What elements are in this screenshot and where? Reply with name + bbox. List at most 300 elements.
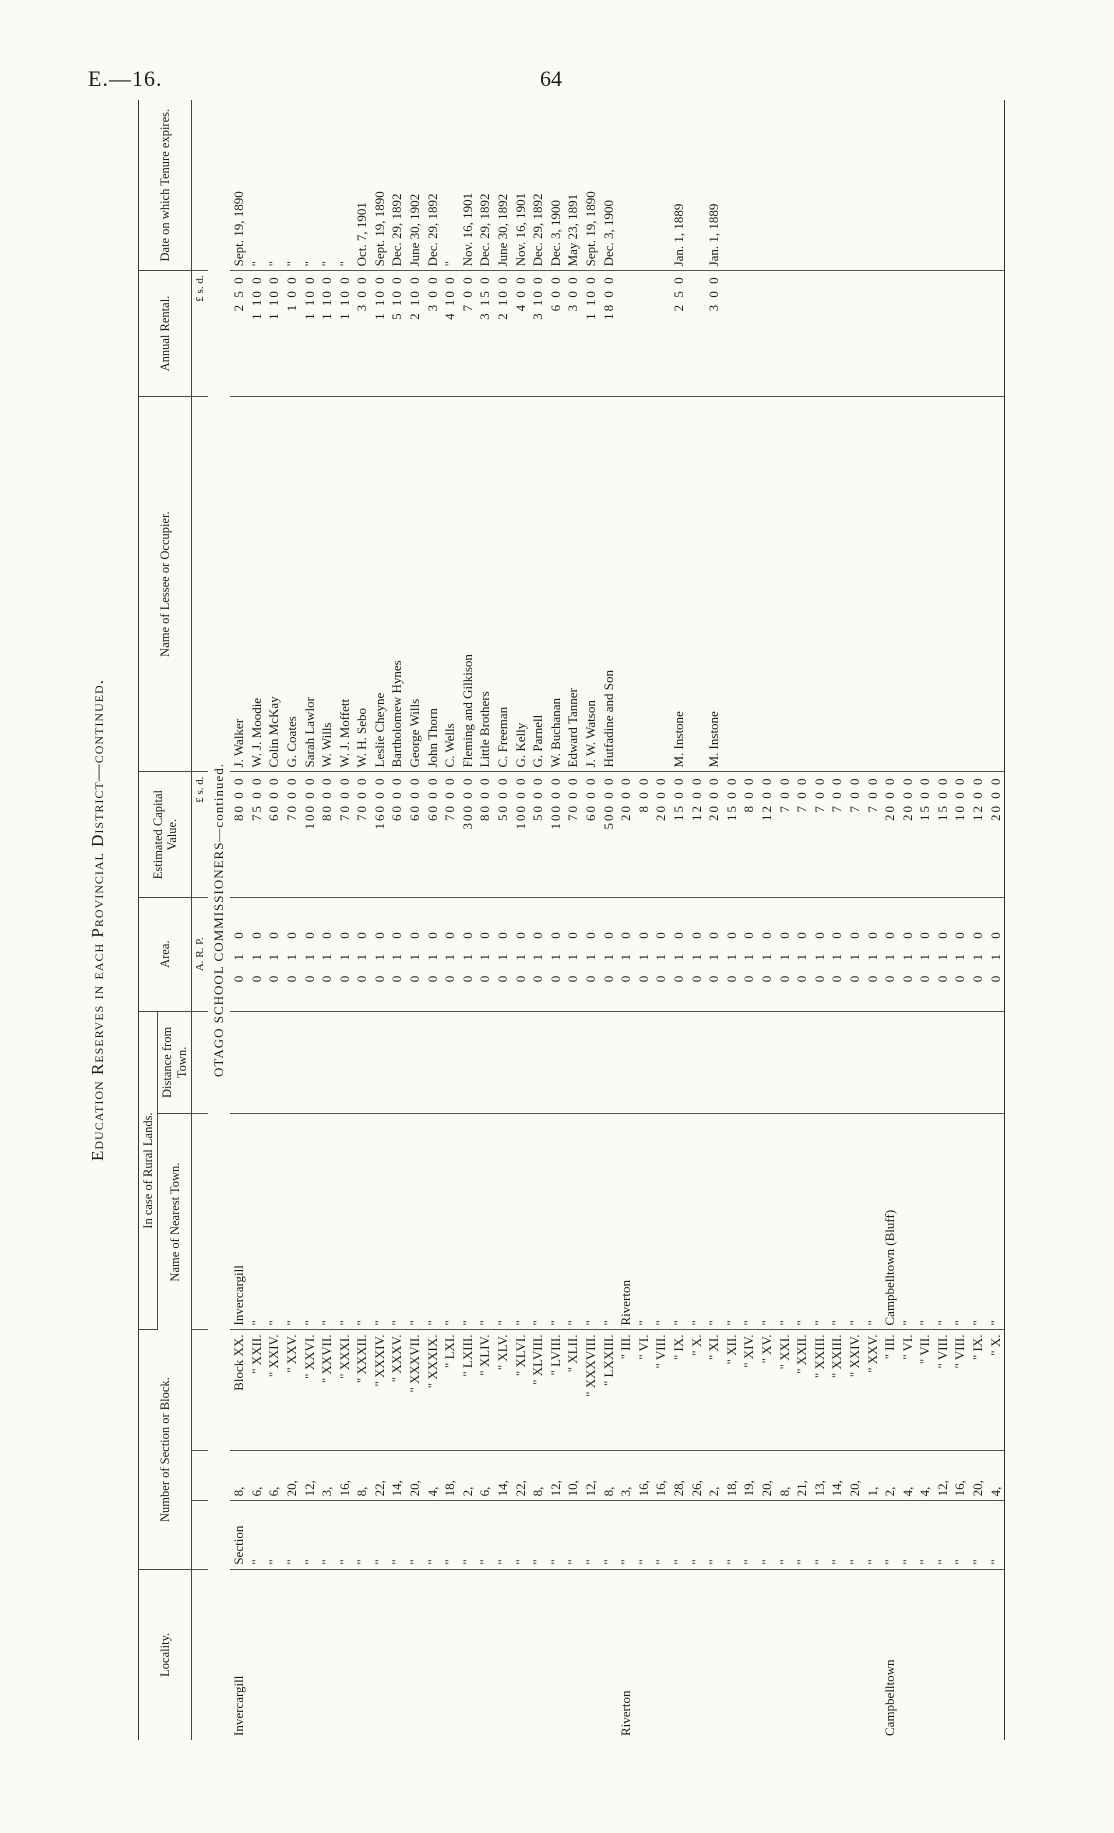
lessee-cell (951, 396, 969, 772)
locality-cell: Campbelltown (882, 1659, 898, 1736)
lessee-cell: George Wills (406, 396, 424, 772)
section-number-cell: 1, (864, 1451, 882, 1501)
section-number-cell: 2, (881, 1451, 899, 1501)
lessee-cell (793, 396, 811, 772)
block-cell: " III. (617, 1330, 635, 1451)
nearest-town-cell: " (406, 1114, 424, 1330)
block-cell: " XXIV. (265, 1330, 283, 1451)
area-cell: 0 1 0 (723, 897, 741, 1011)
rotated-table-sheet (88, 100, 1038, 1740)
expiry-cell: Dec. 29, 1892 (424, 100, 442, 271)
section-label-cell: " (846, 1501, 864, 1569)
expiry-cell (635, 100, 653, 271)
locality-cell (811, 1569, 829, 1740)
section-label-cell: " (864, 1501, 882, 1569)
locality-cell (864, 1569, 882, 1740)
rental-cell (723, 271, 741, 396)
value-cell: 60 0 0 (265, 772, 283, 897)
distance-cell (864, 1011, 882, 1113)
distance-cell (459, 1011, 477, 1113)
block-cell: " XXIII. (828, 1330, 846, 1451)
section-label-cell: " (388, 1501, 406, 1569)
section-label-cell: " (494, 1501, 512, 1569)
section-number-cell: 12, (547, 1451, 565, 1501)
section-label-cell: " (811, 1501, 829, 1569)
distance-cell (951, 1011, 969, 1113)
area-cell: 0 1 0 (652, 897, 670, 1011)
value-cell: 80 0 0 (230, 772, 248, 897)
section-number-cell: 14, (828, 1451, 846, 1501)
section-label-cell: " (688, 1501, 706, 1569)
section-number-cell: 22, (512, 1451, 530, 1501)
locality-cell (846, 1569, 864, 1740)
section-number-cell: 16, (951, 1451, 969, 1501)
value-units: £ s. d. (192, 772, 209, 897)
rental-cell (881, 271, 899, 396)
expiry-cell (951, 100, 969, 271)
value-cell: 15 0 0 (934, 772, 952, 897)
table-row (265, 100, 283, 1740)
lessee-cell: W. Buchanan (547, 396, 565, 772)
section-number-cell: 12, (301, 1451, 319, 1501)
lessee-cell: Sarah Lawlor (301, 396, 319, 772)
block-cell: " IX. (969, 1330, 987, 1451)
value-cell: 70 0 0 (353, 772, 371, 897)
block-cell: " XXIII. (811, 1330, 829, 1451)
section-label-cell: " (318, 1501, 336, 1569)
section-label-cell: " (476, 1501, 494, 1569)
section-label-cell: " (969, 1501, 987, 1569)
lessee-cell (934, 396, 952, 772)
distance-cell (899, 1011, 917, 1113)
area-cell: 0 1 0 (424, 897, 442, 1011)
rental-cell (652, 271, 670, 396)
nearest-town-cell: " (670, 1114, 688, 1330)
rental-cell (688, 271, 706, 396)
value-cell: 20 0 0 (652, 772, 670, 897)
table-row (705, 100, 723, 1740)
rental-cell (776, 271, 794, 396)
section-label-cell: " (301, 1501, 319, 1569)
block-cell: " VI. (899, 1330, 917, 1451)
section-label-cell: " (828, 1501, 846, 1569)
table-row (723, 100, 741, 1740)
area-cell: 0 1 0 (635, 897, 653, 1011)
col-expiry: Date on which Tenure expires. (139, 100, 192, 271)
block-cell: Block XX. (230, 1330, 248, 1451)
area-cell: 0 1 0 (846, 897, 864, 1011)
value-cell: 12 0 0 (688, 772, 706, 897)
lessee-cell: W. J. Moffett (336, 396, 354, 772)
lessee-cell: M. Instone (670, 396, 688, 772)
distance-cell (846, 1011, 864, 1113)
col-locality: Locality. (139, 1569, 192, 1740)
locality-cell (301, 1569, 319, 1740)
lessee-cell: C. Freeman (494, 396, 512, 772)
nearest-town-cell: " (353, 1114, 371, 1330)
nearest-town-cell: " (811, 1114, 829, 1330)
block-cell: " XXV. (864, 1330, 882, 1451)
page-number: 64 (540, 66, 562, 91)
rental-cell: 5 10 0 (388, 271, 406, 396)
value-cell: 80 0 0 (476, 772, 494, 897)
nearest-town-cell: " (582, 1114, 600, 1330)
section-label-cell: " (547, 1501, 565, 1569)
section-number-cell: 12, (582, 1451, 600, 1501)
units-cell (192, 1569, 209, 1740)
rental-cell (740, 271, 758, 396)
section-number-cell: 4, (987, 1451, 1005, 1501)
value-cell: 10 0 0 (951, 772, 969, 897)
value-cell: 50 0 0 (494, 772, 512, 897)
rental-cell: 2 5 0 (670, 271, 688, 396)
section-label-cell: " (564, 1501, 582, 1569)
locality-cell (582, 1569, 600, 1740)
area-cell: 0 1 0 (600, 897, 618, 1011)
lessee-cell (758, 396, 776, 772)
lessee-cell: Leslie Cheyne (371, 396, 389, 772)
block-cell: " XLV. (494, 1330, 512, 1451)
area-cell: 0 1 0 (899, 897, 917, 1011)
block-cell: " XLIV. (476, 1330, 494, 1451)
section-number-cell: 8, (529, 1451, 547, 1501)
section-label-cell: " (635, 1501, 653, 1569)
block-cell: " XXV. (283, 1330, 301, 1451)
locality-cell (600, 1569, 618, 1740)
lessee-cell: Edward Tanner (564, 396, 582, 772)
block-cell: " VIII. (652, 1330, 670, 1451)
rental-cell: 1 10 0 (248, 271, 266, 396)
section-number-cell: 10, (564, 1451, 582, 1501)
rental-cell: 2 10 0 (406, 271, 424, 396)
value-cell: 7 0 0 (793, 772, 811, 897)
block-cell: " XXXIV. (371, 1330, 389, 1451)
table-row (776, 100, 794, 1740)
nearest-town-cell: " (776, 1114, 794, 1330)
table-row (424, 100, 442, 1740)
value-cell: 7 0 0 (811, 772, 829, 897)
locality-cell (635, 1569, 653, 1740)
value-cell: 12 0 0 (969, 772, 987, 897)
section-label-cell: " (353, 1501, 371, 1569)
area-cell: 0 1 0 (336, 897, 354, 1011)
section-number-cell: 28, (670, 1451, 688, 1501)
rental-units: £ s. d. (192, 271, 209, 396)
section-number-cell: 16, (635, 1451, 653, 1501)
lessee-cell (828, 396, 846, 772)
distance-cell (529, 1011, 547, 1113)
area-cell: 0 1 0 (951, 897, 969, 1011)
nearest-town-cell: " (336, 1114, 354, 1330)
block-cell: " X. (987, 1330, 1005, 1451)
section-number-cell: 14, (388, 1451, 406, 1501)
nearest-town-cell: " (934, 1114, 952, 1330)
nearest-town-cell: " (564, 1114, 582, 1330)
locality-cell (547, 1569, 565, 1740)
section-number-cell: 16, (336, 1451, 354, 1501)
units-cell (192, 1451, 209, 1501)
value-cell: 8 0 0 (740, 772, 758, 897)
expiry-cell (987, 100, 1005, 271)
distance-cell (635, 1011, 653, 1113)
units-cell (192, 1501, 209, 1569)
area-cell: 0 1 0 (406, 897, 424, 1011)
value-cell: 60 0 0 (388, 772, 406, 897)
area-cell: 0 1 0 (230, 897, 248, 1011)
rental-cell: 7 0 0 (459, 271, 477, 396)
distance-cell (652, 1011, 670, 1113)
block-cell: " III. (881, 1330, 899, 1451)
distance-cell (740, 1011, 758, 1113)
locality-cell (776, 1569, 794, 1740)
lessee-cell: W. Wills (318, 396, 336, 772)
lessee-cell: G. Coates (283, 396, 301, 772)
block-cell: " XXI. (776, 1330, 794, 1451)
lessee-cell: G. Kelly (512, 396, 530, 772)
value-cell: 60 0 0 (424, 772, 442, 897)
section-label-cell: " (916, 1501, 934, 1569)
lessee-cell: C. Wells (441, 396, 459, 772)
expiry-cell (688, 100, 706, 271)
distance-cell (441, 1011, 459, 1113)
area-cell: 0 1 0 (388, 897, 406, 1011)
rental-cell (811, 271, 829, 396)
locality-cell (388, 1569, 406, 1740)
distance-cell (776, 1011, 794, 1113)
area-cell: 0 1 0 (916, 897, 934, 1011)
value-cell: 100 0 0 (547, 772, 565, 897)
nearest-town-cell: " (652, 1114, 670, 1330)
area-cell: 0 1 0 (318, 897, 336, 1011)
table-row (494, 100, 512, 1740)
table-row (828, 100, 846, 1740)
table-row (951, 100, 969, 1740)
rental-cell (987, 271, 1005, 396)
locality-cell (916, 1569, 934, 1740)
value-cell: 20 0 0 (705, 772, 723, 897)
table-row (301, 100, 319, 1740)
area-cell: 0 1 0 (793, 897, 811, 1011)
section-number-cell: 2, (459, 1451, 477, 1501)
rental-cell (951, 271, 969, 396)
expiry-cell (811, 100, 829, 271)
expiry-cell: Jan. 1, 1889 (705, 100, 723, 271)
section-label-cell: " (934, 1501, 952, 1569)
table-row (547, 100, 565, 1740)
section-number-cell: 13, (811, 1451, 829, 1501)
expiry-cell: May 23, 1891 (564, 100, 582, 271)
distance-cell (248, 1011, 266, 1113)
locality-cell (424, 1569, 442, 1740)
expiry-cell (652, 100, 670, 271)
distance-cell (828, 1011, 846, 1113)
block-cell: " VIII. (934, 1330, 952, 1451)
expiry-cell: June 30, 1892 (494, 100, 512, 271)
lessee-cell (846, 396, 864, 772)
table-row (336, 100, 354, 1740)
area-cell: 0 1 0 (564, 897, 582, 1011)
lessee-cell (916, 396, 934, 772)
section-number-cell: 20, (758, 1451, 776, 1501)
area-cell: 0 1 0 (547, 897, 565, 1011)
expiry-cell: Dec. 29, 1892 (388, 100, 406, 271)
value-cell: 12 0 0 (758, 772, 776, 897)
table-row (740, 100, 758, 1740)
nearest-town-cell: " (318, 1114, 336, 1330)
table-row (230, 100, 248, 1740)
section-number-cell: 3, (617, 1451, 635, 1501)
rental-cell (969, 271, 987, 396)
table-title: Education Reserves in each Provincial District—continued. (88, 679, 107, 1161)
section-number-cell: 18, (723, 1451, 741, 1501)
section-number-cell: 4, (424, 1451, 442, 1501)
section-label-cell: " (459, 1501, 477, 1569)
locality-cell (793, 1569, 811, 1740)
rental-cell (758, 271, 776, 396)
distance-cell (688, 1011, 706, 1113)
nearest-town-cell: " (371, 1114, 389, 1330)
section-number-cell: 22, (371, 1451, 389, 1501)
value-cell: 15 0 0 (916, 772, 934, 897)
expiry-cell: " (441, 100, 459, 271)
expiry-cell (864, 100, 882, 271)
table-row (864, 100, 882, 1740)
distance-cell (564, 1011, 582, 1113)
lessee-cell (987, 396, 1005, 772)
value-cell: 20 0 0 (899, 772, 917, 897)
block-cell: " LXXIII. (600, 1330, 618, 1451)
expiry-cell (740, 100, 758, 271)
area-cell: 0 1 0 (476, 897, 494, 1011)
expiry-cell: " (265, 100, 283, 271)
section-label-cell: " (371, 1501, 389, 1569)
locality-cell (371, 1569, 389, 1740)
block-cell: " XXXVII. (406, 1330, 424, 1451)
block-cell: " VII. (916, 1330, 934, 1451)
block-cell: " LXIII. (459, 1330, 477, 1451)
rental-cell (899, 271, 917, 396)
block-cell: " XIV. (740, 1330, 758, 1451)
section-number-cell: 2, (705, 1451, 723, 1501)
section-label-cell: " (529, 1501, 547, 1569)
col-rural-group: In case of Rural Lands. (139, 1011, 158, 1330)
section-label-cell: " (793, 1501, 811, 1569)
table-row (934, 100, 952, 1740)
area-cell: 0 1 0 (969, 897, 987, 1011)
units-cell (192, 100, 209, 271)
section-label-cell: " (899, 1501, 917, 1569)
nearest-town-cell: " (388, 1114, 406, 1330)
rental-cell (864, 271, 882, 396)
locality-cell (353, 1569, 371, 1740)
section-label-cell: " (776, 1501, 794, 1569)
table-row (512, 100, 530, 1740)
table-row (758, 100, 776, 1740)
distance-cell (987, 1011, 1005, 1113)
units-cell (192, 1114, 209, 1330)
rental-cell: 3 0 0 (705, 271, 723, 396)
expiry-cell: " (336, 100, 354, 271)
area-cell: 0 1 0 (353, 897, 371, 1011)
value-cell: 60 0 0 (406, 772, 424, 897)
block-cell: " XXXI. (336, 1330, 354, 1451)
lessee-cell (881, 396, 899, 772)
expiry-cell: Dec. 29, 1892 (476, 100, 494, 271)
area-cell: 0 1 0 (283, 897, 301, 1011)
expiry-cell (758, 100, 776, 271)
table-row (987, 100, 1005, 1740)
block-cell: " VIII. (951, 1330, 969, 1451)
section-number-cell: 8, (600, 1451, 618, 1501)
lessee-cell (811, 396, 829, 772)
lessee-cell: G. Parnell (529, 396, 547, 772)
block-cell: " XLII. (564, 1330, 582, 1451)
rental-cell (934, 271, 952, 396)
nearest-town-cell: " (301, 1114, 319, 1330)
value-cell: 70 0 0 (564, 772, 582, 897)
value-cell: 15 0 0 (670, 772, 688, 897)
rental-cell: 3 0 0 (353, 271, 371, 396)
nearest-town-cell: " (987, 1114, 1005, 1330)
area-cell: 0 1 0 (529, 897, 547, 1011)
value-cell: 300 0 0 (459, 772, 477, 897)
area-cell: 0 1 0 (828, 897, 846, 1011)
block-cell: " XV. (758, 1330, 776, 1451)
distance-cell (494, 1011, 512, 1113)
locality-cell (318, 1569, 336, 1740)
distance-cell (705, 1011, 723, 1113)
nearest-town-cell: " (723, 1114, 741, 1330)
expiry-cell (969, 100, 987, 271)
col-nearest-town: Name of Nearest Town. (158, 1114, 192, 1330)
value-cell: 160 0 0 (371, 772, 389, 897)
area-cell: 0 1 0 (617, 897, 635, 1011)
section-label-cell: " (406, 1501, 424, 1569)
expiry-cell: Sept. 19, 1890 (371, 100, 389, 271)
rental-cell: 3 10 0 (529, 271, 547, 396)
distance-cell (388, 1011, 406, 1113)
nearest-town-cell: " (916, 1114, 934, 1330)
rental-cell: 1 10 0 (582, 271, 600, 396)
lessee-cell: W. J. Moodie (248, 396, 266, 772)
section-number-cell: 20, (846, 1451, 864, 1501)
expiry-cell (881, 100, 899, 271)
expiry-cell: " (301, 100, 319, 271)
table-row (881, 100, 899, 1740)
value-cell: 20 0 0 (617, 772, 635, 897)
rental-cell: 1 10 0 (336, 271, 354, 396)
table-row (371, 100, 389, 1740)
nearest-town-cell: " (459, 1114, 477, 1330)
distance-cell (934, 1011, 952, 1113)
block-cell: " XXXIX. (424, 1330, 442, 1451)
table-row (441, 100, 459, 1740)
rental-cell (846, 271, 864, 396)
distance-cell (301, 1011, 319, 1113)
locality-cell (406, 1569, 424, 1740)
nearest-town-cell: " (705, 1114, 723, 1330)
distance-cell (811, 1011, 829, 1113)
col-rental: Annual Rental. (139, 271, 192, 396)
table-row (582, 100, 600, 1740)
value-cell: 7 0 0 (828, 772, 846, 897)
area-cell: 0 1 0 (670, 897, 688, 1011)
locality-cell (476, 1569, 494, 1740)
table-row (600, 100, 618, 1740)
area-cell: 0 1 0 (371, 897, 389, 1011)
locality-cell (934, 1569, 952, 1740)
block-cell: " XXXV. (388, 1330, 406, 1451)
